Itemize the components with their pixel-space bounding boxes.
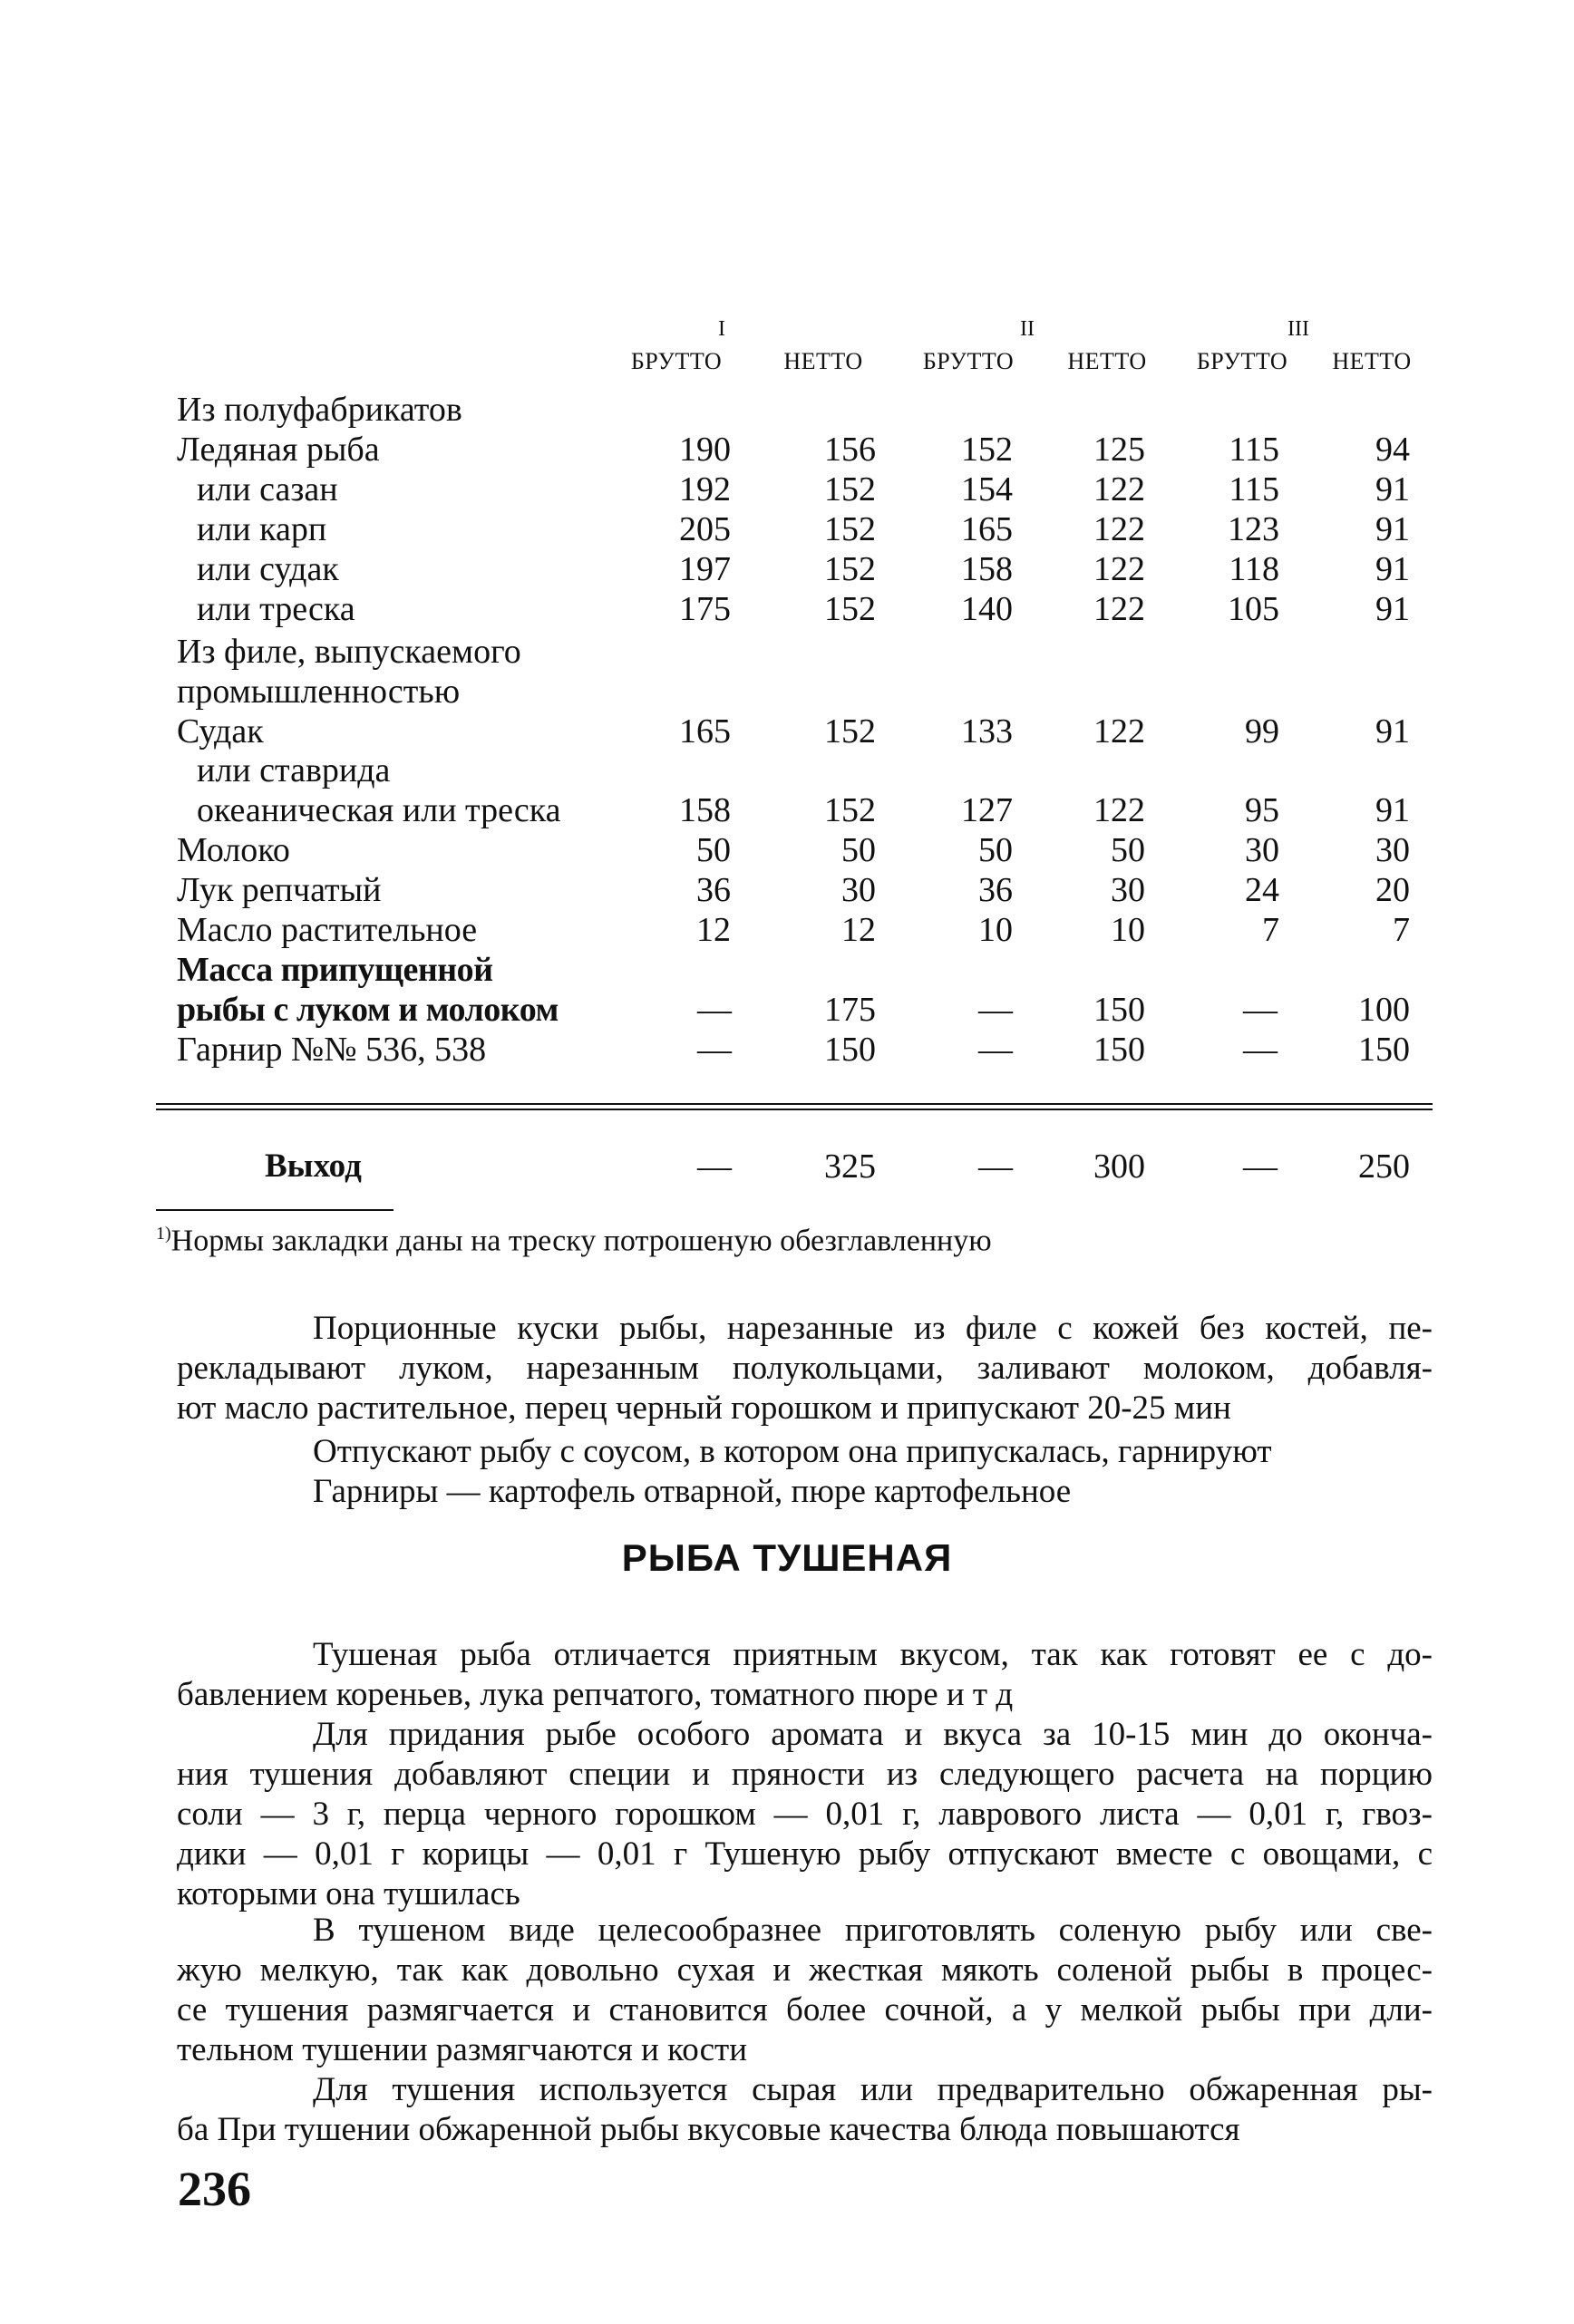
row-label: или сазан xyxy=(197,470,338,508)
table-cell: 7 xyxy=(1393,911,1410,949)
row-label: океаническая или треска xyxy=(197,791,561,829)
table-cell: 192 xyxy=(679,470,731,508)
table-cell: 125 xyxy=(1093,431,1145,469)
group-header-3: III xyxy=(1287,317,1309,341)
table-cell: 91 xyxy=(1375,510,1410,548)
table-cell: 122 xyxy=(1093,470,1145,508)
table-row xyxy=(0,790,1574,830)
table-row xyxy=(0,750,1574,790)
table-cell: 205 xyxy=(679,510,731,548)
text-line: дики — 0,01 г корицы — 0,01 г Тушеную рыбу отпускают вместе с овощами, с xyxy=(177,1835,1433,1873)
footnote-marker: 1) xyxy=(156,1224,171,1244)
table-row xyxy=(0,990,1574,1030)
table-cell: 152 xyxy=(824,510,876,548)
row-label: Молоко xyxy=(177,831,290,869)
footnote-rule xyxy=(156,1209,394,1211)
output-value: — xyxy=(697,1147,732,1186)
row-label: Судак xyxy=(177,712,264,750)
table-cell: 152 xyxy=(824,791,876,829)
paragraph xyxy=(177,1472,1433,1512)
table-cell: 158 xyxy=(961,550,1013,588)
output-value: 300 xyxy=(1093,1147,1145,1186)
table-cell: 12 xyxy=(841,911,876,949)
table-cell: 12 xyxy=(696,911,731,949)
table-cell: — xyxy=(1243,991,1278,1029)
column-header: БРУТТО xyxy=(922,348,1015,374)
table-row xyxy=(0,910,1574,950)
table-cell: 50 xyxy=(696,831,731,869)
text-line: ния тушения добавляют специи и пряности из следующего расчета на порцию xyxy=(177,1756,1433,1793)
table-row xyxy=(0,390,1574,430)
text-line: ба При тушении обжаренной рыбы вкусовые качества блюда повышаются xyxy=(177,2111,1240,2148)
table-cell: 150 xyxy=(1093,991,1145,1029)
table-cell: 36 xyxy=(978,871,1013,909)
row-label: рыбы с луком и молоком xyxy=(177,991,559,1029)
table-cell: 100 xyxy=(1358,991,1410,1029)
table-cell: 122 xyxy=(1093,510,1145,548)
column-header: НЕТТО xyxy=(1332,348,1412,374)
row-label: Лук репчатый xyxy=(177,871,382,909)
table-cell: 190 xyxy=(679,431,731,469)
table-cell: 115 xyxy=(1229,470,1279,508)
table-cell: 154 xyxy=(961,470,1013,508)
table-cell: 152 xyxy=(824,590,876,628)
table-row xyxy=(0,712,1574,751)
row-label: Ледяная рыба xyxy=(177,431,380,469)
text-line: Гарниры — картофель отварной, пюре картофельное xyxy=(313,1473,1072,1510)
table-cell: 10 xyxy=(978,911,1013,949)
table-divider xyxy=(156,1109,1433,1110)
table-cell: 152 xyxy=(961,431,1013,469)
output-value: — xyxy=(1243,1147,1278,1186)
text-line: Для тушения используется сырая или предварительно обжаренная ры- xyxy=(313,2071,1433,2108)
table-cell: 158 xyxy=(679,791,731,829)
table-cell: 7 xyxy=(1262,911,1279,949)
table-cell: 105 xyxy=(1228,590,1279,628)
table-cell: 115 xyxy=(1229,431,1279,469)
table-cell: 30 xyxy=(1375,831,1410,869)
table-row xyxy=(0,830,1574,870)
text-line: Для придания рыбе особого аромата и вкуса за 10-15 мин до оконча- xyxy=(313,1716,1433,1753)
table-cell: 122 xyxy=(1093,791,1145,829)
table-cell: 152 xyxy=(824,712,876,750)
table-cell: — xyxy=(1243,1031,1278,1069)
table-cell: — xyxy=(978,991,1013,1029)
text-line: рекладывают луком, нарезанным полукольцами, заливают молоком, добавля- xyxy=(177,1350,1433,1387)
table-cell: 197 xyxy=(679,550,731,588)
row-label: или ставрида xyxy=(197,751,391,789)
paragraph xyxy=(177,1911,1433,2070)
row-label: промышленностью xyxy=(177,673,461,711)
table-cell: 50 xyxy=(841,831,876,869)
table-cell: 127 xyxy=(961,791,1013,829)
table-cell: 10 xyxy=(1111,911,1145,949)
table-cell: 99 xyxy=(1245,712,1279,750)
table-row xyxy=(0,870,1574,910)
table-cell: 150 xyxy=(824,1031,876,1069)
table-cell: 150 xyxy=(1358,1031,1410,1069)
paragraph xyxy=(177,2070,1433,2150)
table-cell: 91 xyxy=(1375,470,1410,508)
table-row xyxy=(0,549,1574,589)
table-cell: 50 xyxy=(1111,831,1145,869)
table-cell: 133 xyxy=(961,712,1013,750)
table-cell: — xyxy=(978,1031,1013,1069)
table-cell: 122 xyxy=(1093,712,1145,750)
table-row xyxy=(0,672,1574,712)
output-label: Выход xyxy=(265,1147,362,1185)
text-line: се тушения размягчается и становится более сочной, а у мелкой рыбы при дли- xyxy=(177,1991,1433,2029)
row-label: Масса припущенной xyxy=(177,951,493,989)
table-cell: 30 xyxy=(1245,831,1279,869)
text-line: В тушеном виде целесообразнее приготовлять соленую рыбу или све- xyxy=(313,1912,1433,1949)
text-line: соли — 3 г, перца черного горошком — 0,01 г, лаврового листа — 0,01 г, гвоз- xyxy=(177,1796,1433,1833)
row-label: Масло растительное xyxy=(177,911,478,949)
column-header: БРУТТО xyxy=(1196,348,1288,374)
text-line: Тушеная рыба отличается приятным вкусом, так как готовят ее с до- xyxy=(313,1636,1433,1673)
paragraph xyxy=(177,1309,1433,1428)
table-cell: 165 xyxy=(961,510,1013,548)
table-cell: 91 xyxy=(1375,550,1410,588)
table-cell: 122 xyxy=(1093,590,1145,628)
footnote xyxy=(156,1224,992,1258)
table-cell: 95 xyxy=(1245,791,1279,829)
table-cell: — xyxy=(697,1031,732,1069)
table-row xyxy=(0,632,1574,672)
table-cell: 50 xyxy=(978,831,1013,869)
table-cell: 20 xyxy=(1375,871,1410,909)
table-cell: 30 xyxy=(841,871,876,909)
text-line: Отпускают рыбу с соусом, в котором она припускалась, гарнируют xyxy=(313,1433,1272,1470)
table-row xyxy=(0,589,1574,629)
table-cell: 175 xyxy=(679,590,731,628)
table-row xyxy=(0,950,1574,990)
text-line: которыми она тушилась xyxy=(177,1875,520,1912)
row-label: или судак xyxy=(197,550,339,588)
table-cell: 140 xyxy=(961,590,1013,628)
row-label: Из полуфабрикатов xyxy=(177,391,462,429)
page-number: 236 xyxy=(178,2162,251,2216)
table-cell: 150 xyxy=(1093,1031,1145,1069)
table-cell: 36 xyxy=(696,871,731,909)
table-cell: — xyxy=(697,991,732,1029)
text-line: жую мелкую, так как довольно сухая и жесткая мякоть соленой рыбы в процес- xyxy=(177,1951,1433,1989)
table-divider xyxy=(156,1103,1433,1105)
text-line: тельном тушении размягчаются и кости xyxy=(177,2031,748,2068)
row-label: или треска xyxy=(197,590,355,628)
table-row xyxy=(0,470,1574,509)
group-header-2: II xyxy=(1020,317,1035,341)
row-label: Из филе, выпускаемого xyxy=(177,633,521,671)
output-value: — xyxy=(978,1147,1013,1186)
table-cell: 152 xyxy=(824,470,876,508)
table-cell: 91 xyxy=(1375,791,1410,829)
table-cell: 91 xyxy=(1375,590,1410,628)
paragraph xyxy=(177,1432,1433,1472)
row-label: или карп xyxy=(197,510,327,548)
footnote-text: Нормы закладки даны на треску потрошеную обезглавленную xyxy=(170,1224,992,1258)
column-header: БРУТТО xyxy=(630,348,723,374)
table-cell: 175 xyxy=(824,991,876,1029)
paragraph xyxy=(177,1635,1433,1715)
table-cell: 30 xyxy=(1111,871,1145,909)
column-header: НЕТТО xyxy=(783,348,863,374)
output-value: 250 xyxy=(1358,1147,1410,1186)
row-label: Гарнир №№ 536, 538 xyxy=(177,1031,487,1069)
table-row xyxy=(0,1030,1574,1070)
text-line: Порционные куски рыбы, нарезанные из филе с кожей без костей, пе- xyxy=(313,1310,1433,1347)
table-cell: 123 xyxy=(1228,510,1279,548)
section-heading: РЫБА ТУШЕНАЯ xyxy=(621,1536,953,1579)
column-header: НЕТТО xyxy=(1067,348,1147,374)
table-cell: 165 xyxy=(679,712,731,750)
output-value: 325 xyxy=(824,1147,876,1186)
paragraph xyxy=(177,1715,1433,1914)
table-row xyxy=(0,509,1574,549)
table-cell: 156 xyxy=(824,431,876,469)
table-row xyxy=(0,430,1574,470)
table-cell: 91 xyxy=(1375,712,1410,750)
table-cell: 122 xyxy=(1093,550,1145,588)
group-header-1: I xyxy=(718,317,725,341)
text-line: ют масло растительное, перец черный горошком и припускают 20-25 мин xyxy=(177,1390,1231,1427)
table-cell: 118 xyxy=(1229,550,1279,588)
output-row xyxy=(0,1144,1574,1189)
table-cell: 152 xyxy=(824,550,876,588)
table-cell: 24 xyxy=(1245,871,1279,909)
text-line: бавлением кореньев, лука репчатого, томатного пюре и т д xyxy=(177,1676,1014,1713)
table-cell: 94 xyxy=(1375,431,1410,469)
